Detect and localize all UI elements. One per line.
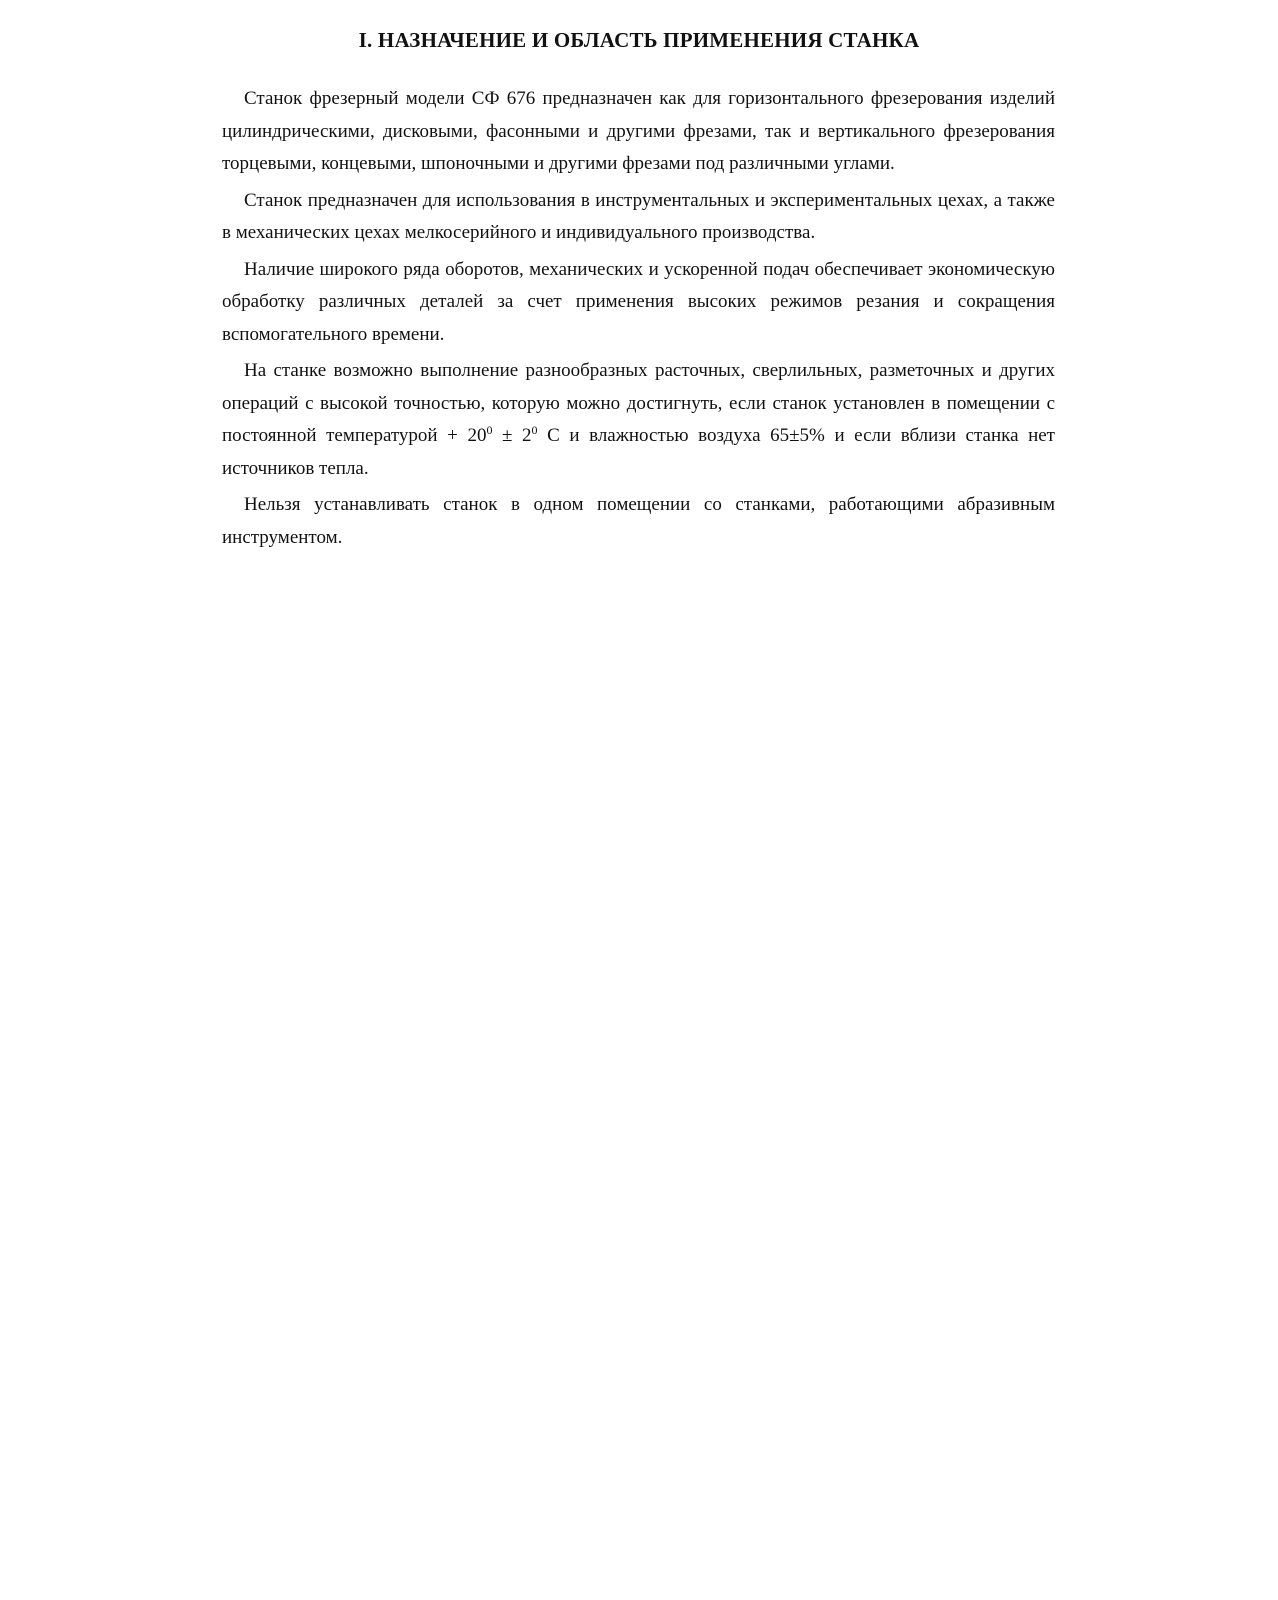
precision-mid: ± 2	[492, 425, 532, 446]
precision-lead: На станке возможно выполнение разнообразных расточных, сверлильных, разметочных и других операций с высокой точностью, которую можно достигнуть, если станок установлен в помещении с постоянной температурой + 20	[222, 360, 1055, 446]
degree-mark: 0	[531, 423, 538, 437]
degree-mark: 0	[486, 423, 493, 437]
paragraph-restriction: Нельзя устанавливать станок в одном помещении со станками, работающими абразивным инструментом.	[222, 494, 1055, 548]
precision-tail: С и влажностью воздуха 65±5% и если вблизи станка нет источников тепла.	[222, 425, 1055, 479]
body-text	[222, 83, 1055, 558]
paragraph-precision	[222, 355, 1055, 485]
paragraph-purpose: Станок фрезерный модели СФ 676 предназначен как для горизонтального фрезерования изделий цилиндрическими, дисковыми, фасонными и другими фрезами, так и вертикального фрезерования торцевыми, концевыми, шпоночными и другими фрезами под различными углами.	[222, 88, 1055, 174]
section-heading: I. НАЗНАЧЕНИЕ И ОБЛАСТЬ ПРИМЕНЕНИЯ СТАНКА	[358, 28, 920, 52]
paragraph-advantages: Наличие широкого ряда оборотов, механических и ускоренной подач обеспечивает экономическую обработку различных деталей за счет применения высоких режимов резания и сокращения вспомогательного времени.	[222, 258, 1055, 345]
paragraph-usage: Станок предназначен для использования в инструментальных и экспериментальных цехах, а также в механических цехах мелкосерийного и индивидуального производства.	[222, 189, 1055, 243]
